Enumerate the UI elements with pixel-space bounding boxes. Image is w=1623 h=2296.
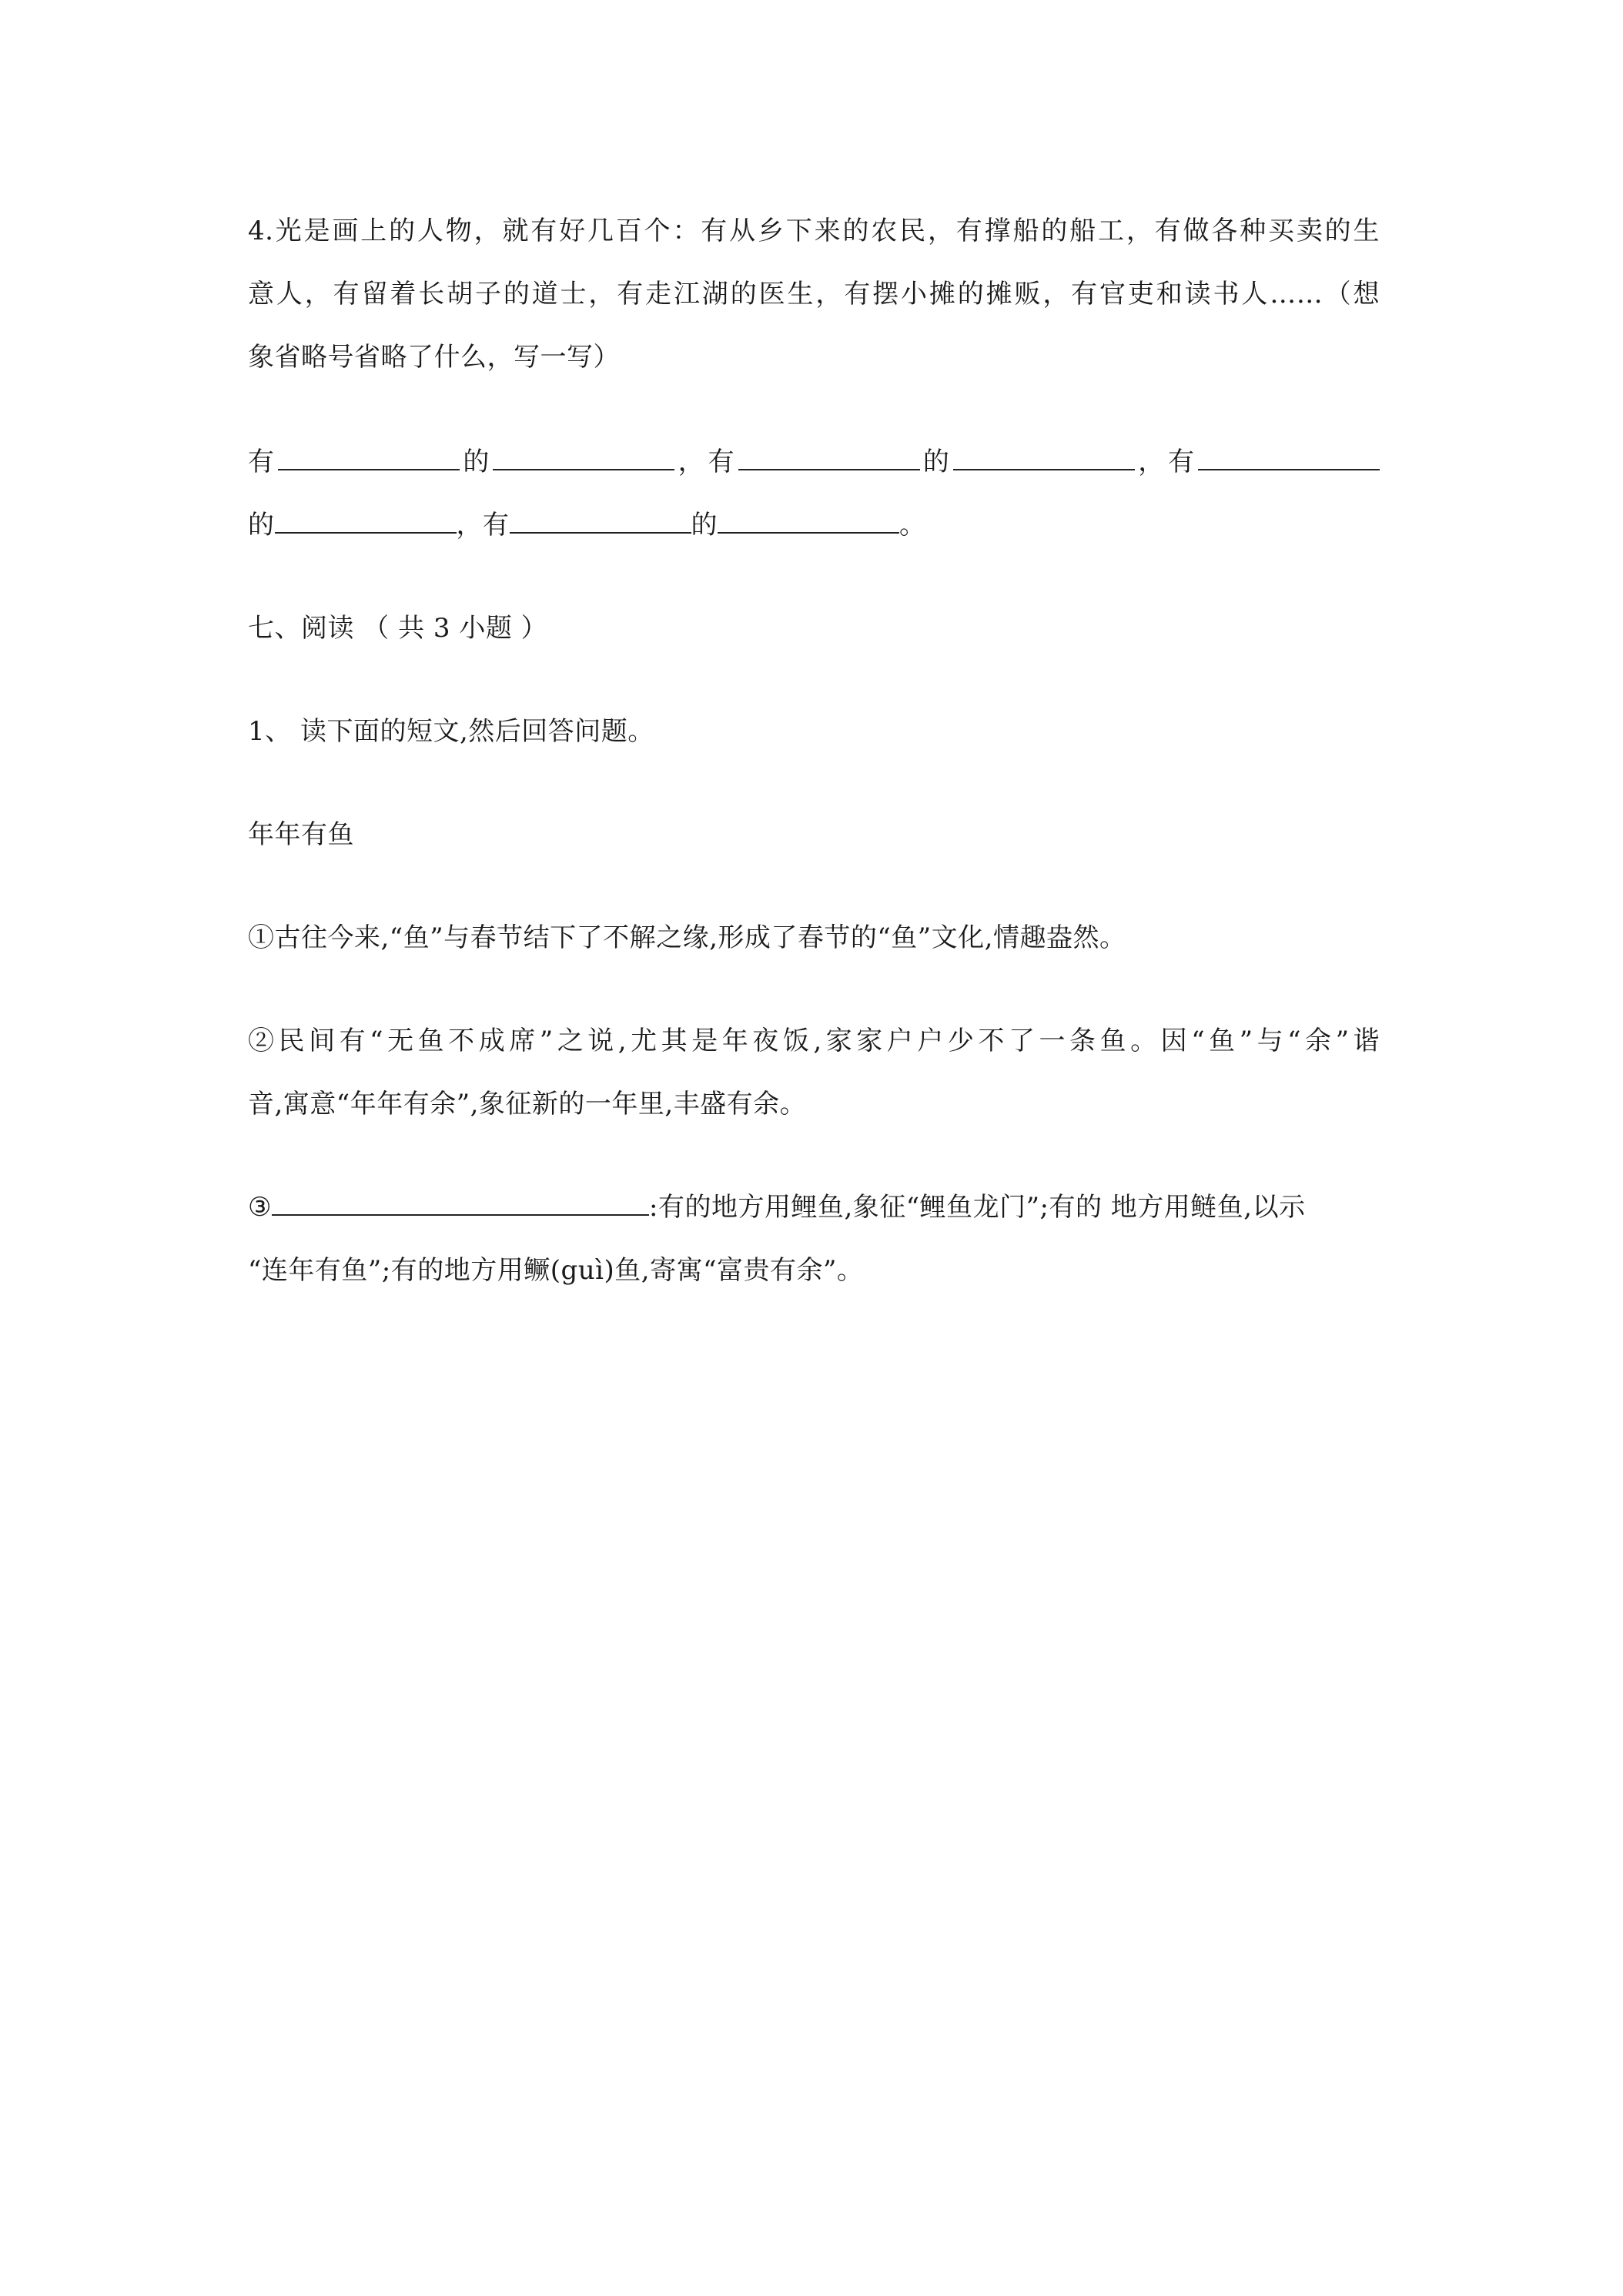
fill-label-you: 有	[483, 510, 510, 541]
fill-period: 。	[899, 510, 926, 541]
answer-blank[interactable]	[953, 446, 1135, 470]
question-4-line-1: 4.光是画上的人物，就有好几百个：有从乡下来的农民，有撑船的船工，有做各种买卖的生	[248, 216, 1380, 246]
passage-paragraph-3-line-1	[248, 1190, 1380, 1224]
fill-label-de: 的	[919, 447, 953, 477]
passage-paragraph-2-line-2: 音,寓意“年年有余”,象征新的一年里,丰盛有余。	[248, 1089, 807, 1120]
fill-in-line-2	[248, 508, 1380, 542]
passage-paragraph-3-line-2: “连年有鱼”;有的地方用鳜(guì)鱼,寄寓“富贵有余”。	[248, 1255, 864, 1286]
answer-blank[interactable]	[738, 446, 920, 470]
passage-paragraph-2-line-1: ②民间有“无鱼不成席”之说,尤其是年夜饭,家家户户少不了一条鱼。因“鱼”与“余”谐	[248, 1026, 1380, 1056]
paragraph-3-text: :有的地方用鲤鱼,象征“鲤鱼龙门”;有的 地方用鲢鱼,以示	[648, 1192, 1306, 1223]
fill-label-de: 的	[248, 510, 275, 541]
answer-blank[interactable]	[275, 509, 457, 534]
answer-blank[interactable]	[510, 509, 691, 534]
fill-comma: ，	[1134, 447, 1169, 477]
question-1-prompt: 1、 读下面的短文,然后回答问题。	[248, 716, 654, 747]
answer-blank[interactable]	[718, 509, 899, 534]
passage-paragraph-1: ①古往今来,“鱼”与春节结下了不解之缘,形成了春节的“鱼”文化,情趣盎然。	[248, 922, 1126, 953]
answer-blank[interactable]	[278, 446, 460, 470]
fill-label-de: 的	[691, 510, 718, 541]
fill-label-you: 有	[1168, 447, 1199, 477]
question-4-line-3: 象省略号省略了什么，写一写）	[248, 342, 620, 373]
fill-label-you: 有	[708, 447, 738, 477]
answer-blank[interactable]	[272, 1191, 649, 1216]
answer-blank[interactable]	[1198, 446, 1380, 470]
fill-comma: ，	[456, 510, 483, 541]
fill-label-de: 的	[459, 447, 494, 477]
passage-title: 年年有鱼	[248, 819, 354, 850]
fill-comma: ，	[674, 447, 708, 477]
section-7-heading: 七、阅读 （ 共 3 小题 ）	[248, 613, 548, 644]
answer-blank[interactable]	[493, 446, 674, 470]
fill-in-line-1	[248, 445, 1380, 479]
question-4-line-2: 意人，有留着长胡子的道士，有走江湖的医生，有摆小摊的摊贩，有官吏和读书人……（想	[248, 279, 1380, 310]
fill-label-you: 有	[248, 447, 278, 477]
paragraph-3-marker: ③	[248, 1192, 272, 1223]
